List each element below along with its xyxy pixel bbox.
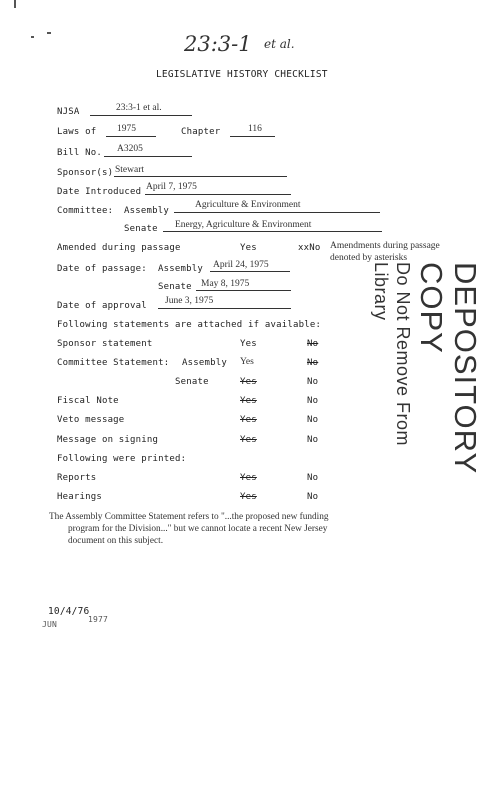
table-row (57, 492, 337, 504)
amended-note-line2: denoted by asterisks (330, 253, 408, 263)
njsa-label: NJSA (57, 107, 80, 117)
row-no: No (307, 473, 319, 483)
row-no: No (307, 377, 319, 387)
page-title: LEGISLATIVE HISTORY CHECKLIST (156, 69, 328, 80)
committee-senate-label: Senate (124, 224, 158, 234)
statements-heading: Following statements are attached if available: (57, 320, 322, 330)
row-no: No (307, 415, 319, 425)
amended-note-line1: Amendments during passage (330, 241, 440, 251)
row-yes: Yes (240, 357, 254, 367)
laws-label: Laws of (57, 127, 97, 137)
row-sub: Assembly (182, 358, 227, 368)
chapter-label: Chapter (181, 127, 221, 137)
row-no: No (307, 396, 319, 406)
passage-senate-label: Senate (158, 282, 192, 292)
date-introduced-value: April 7, 1975 (146, 182, 197, 192)
row-label: Fiscal Note (57, 396, 119, 406)
approval-label: Date of approval (57, 301, 147, 311)
row-label: Reports (57, 473, 97, 483)
committee-assembly-value: Agriculture & Environment (195, 200, 301, 210)
row-no: No (307, 339, 319, 349)
row-label: Following were printed: (57, 454, 187, 464)
table-row (57, 339, 337, 351)
row-label: Committee Statement: (57, 358, 170, 368)
row-no: No (307, 492, 319, 502)
date-stamp-month: JUN (42, 620, 58, 629)
row-label: Sponsor statement (57, 339, 153, 349)
table-row (57, 377, 337, 389)
row-label: Veto message (57, 415, 125, 425)
committee-label: Committee: (57, 206, 114, 216)
committee-assembly-label: Assembly (124, 206, 169, 216)
date-footer: 10/4/76 (48, 606, 90, 617)
bill-label: Bill No. (57, 148, 102, 158)
table-row (57, 473, 337, 485)
row-label: Message on signing (57, 435, 159, 445)
scan-mark (14, 0, 16, 8)
row-yes: Yes (240, 396, 257, 406)
amended-label: Amended during passage (57, 243, 181, 253)
passage-label: Date of passage: (57, 264, 147, 274)
handwritten-number: 23:3-1 (184, 32, 252, 56)
row-yes: Yes (240, 415, 257, 425)
passage-assembly-value: April 24, 1975 (213, 260, 269, 270)
table-row (57, 396, 337, 408)
row-yes: Yes (240, 492, 257, 502)
sponsors-value: Stewart (115, 165, 145, 175)
passage-senate-value: May 8, 1975 (201, 279, 250, 289)
scan-mark (47, 32, 51, 34)
row-yes: Yes (240, 339, 257, 349)
stamp-line2: Do Not Remove From Library (371, 262, 413, 447)
passage-assembly-label: Assembly (158, 264, 203, 274)
amended-no: xxNo (298, 243, 321, 253)
date-introduced-label: Date Introduced (57, 187, 142, 197)
bill-value: A3205 (117, 144, 143, 154)
row-yes: Yes (240, 377, 257, 387)
handwritten-suffix: et al. (264, 37, 295, 51)
sponsors-label: Sponsor(s) (57, 168, 114, 178)
table-row (57, 435, 337, 447)
row-label: Hearings (57, 492, 102, 502)
date-stamp-year: 1977 (88, 615, 109, 624)
amended-yes: Yes (240, 243, 257, 253)
depository-stamp (371, 262, 483, 502)
approval-value: June 3, 1975 (165, 296, 214, 306)
scan-mark (31, 36, 34, 38)
stamp-line1: DEPOSITORY COPY (414, 262, 483, 474)
row-no: No (307, 358, 319, 368)
table-row (57, 358, 337, 370)
row-yes: Yes (240, 473, 257, 483)
laws-value: 1975 (117, 124, 136, 134)
chapter-value: 116 (248, 124, 262, 134)
note-line: document on this subject. (68, 536, 164, 546)
committee-senate-value: Energy, Agriculture & Environment (175, 220, 312, 230)
table-row (57, 415, 337, 427)
row-yes: Yes (240, 435, 257, 445)
note-line: program for the Division..." but we cannot locate a recent New Jersey (68, 524, 328, 534)
table-row (57, 454, 337, 466)
row-no: No (307, 435, 319, 445)
row-sub: Senate (175, 377, 209, 387)
njsa-value: 23:3-1 et al. (116, 103, 162, 113)
note-line: The Assembly Committee Statement refers to "...the proposed new funding (49, 512, 329, 522)
